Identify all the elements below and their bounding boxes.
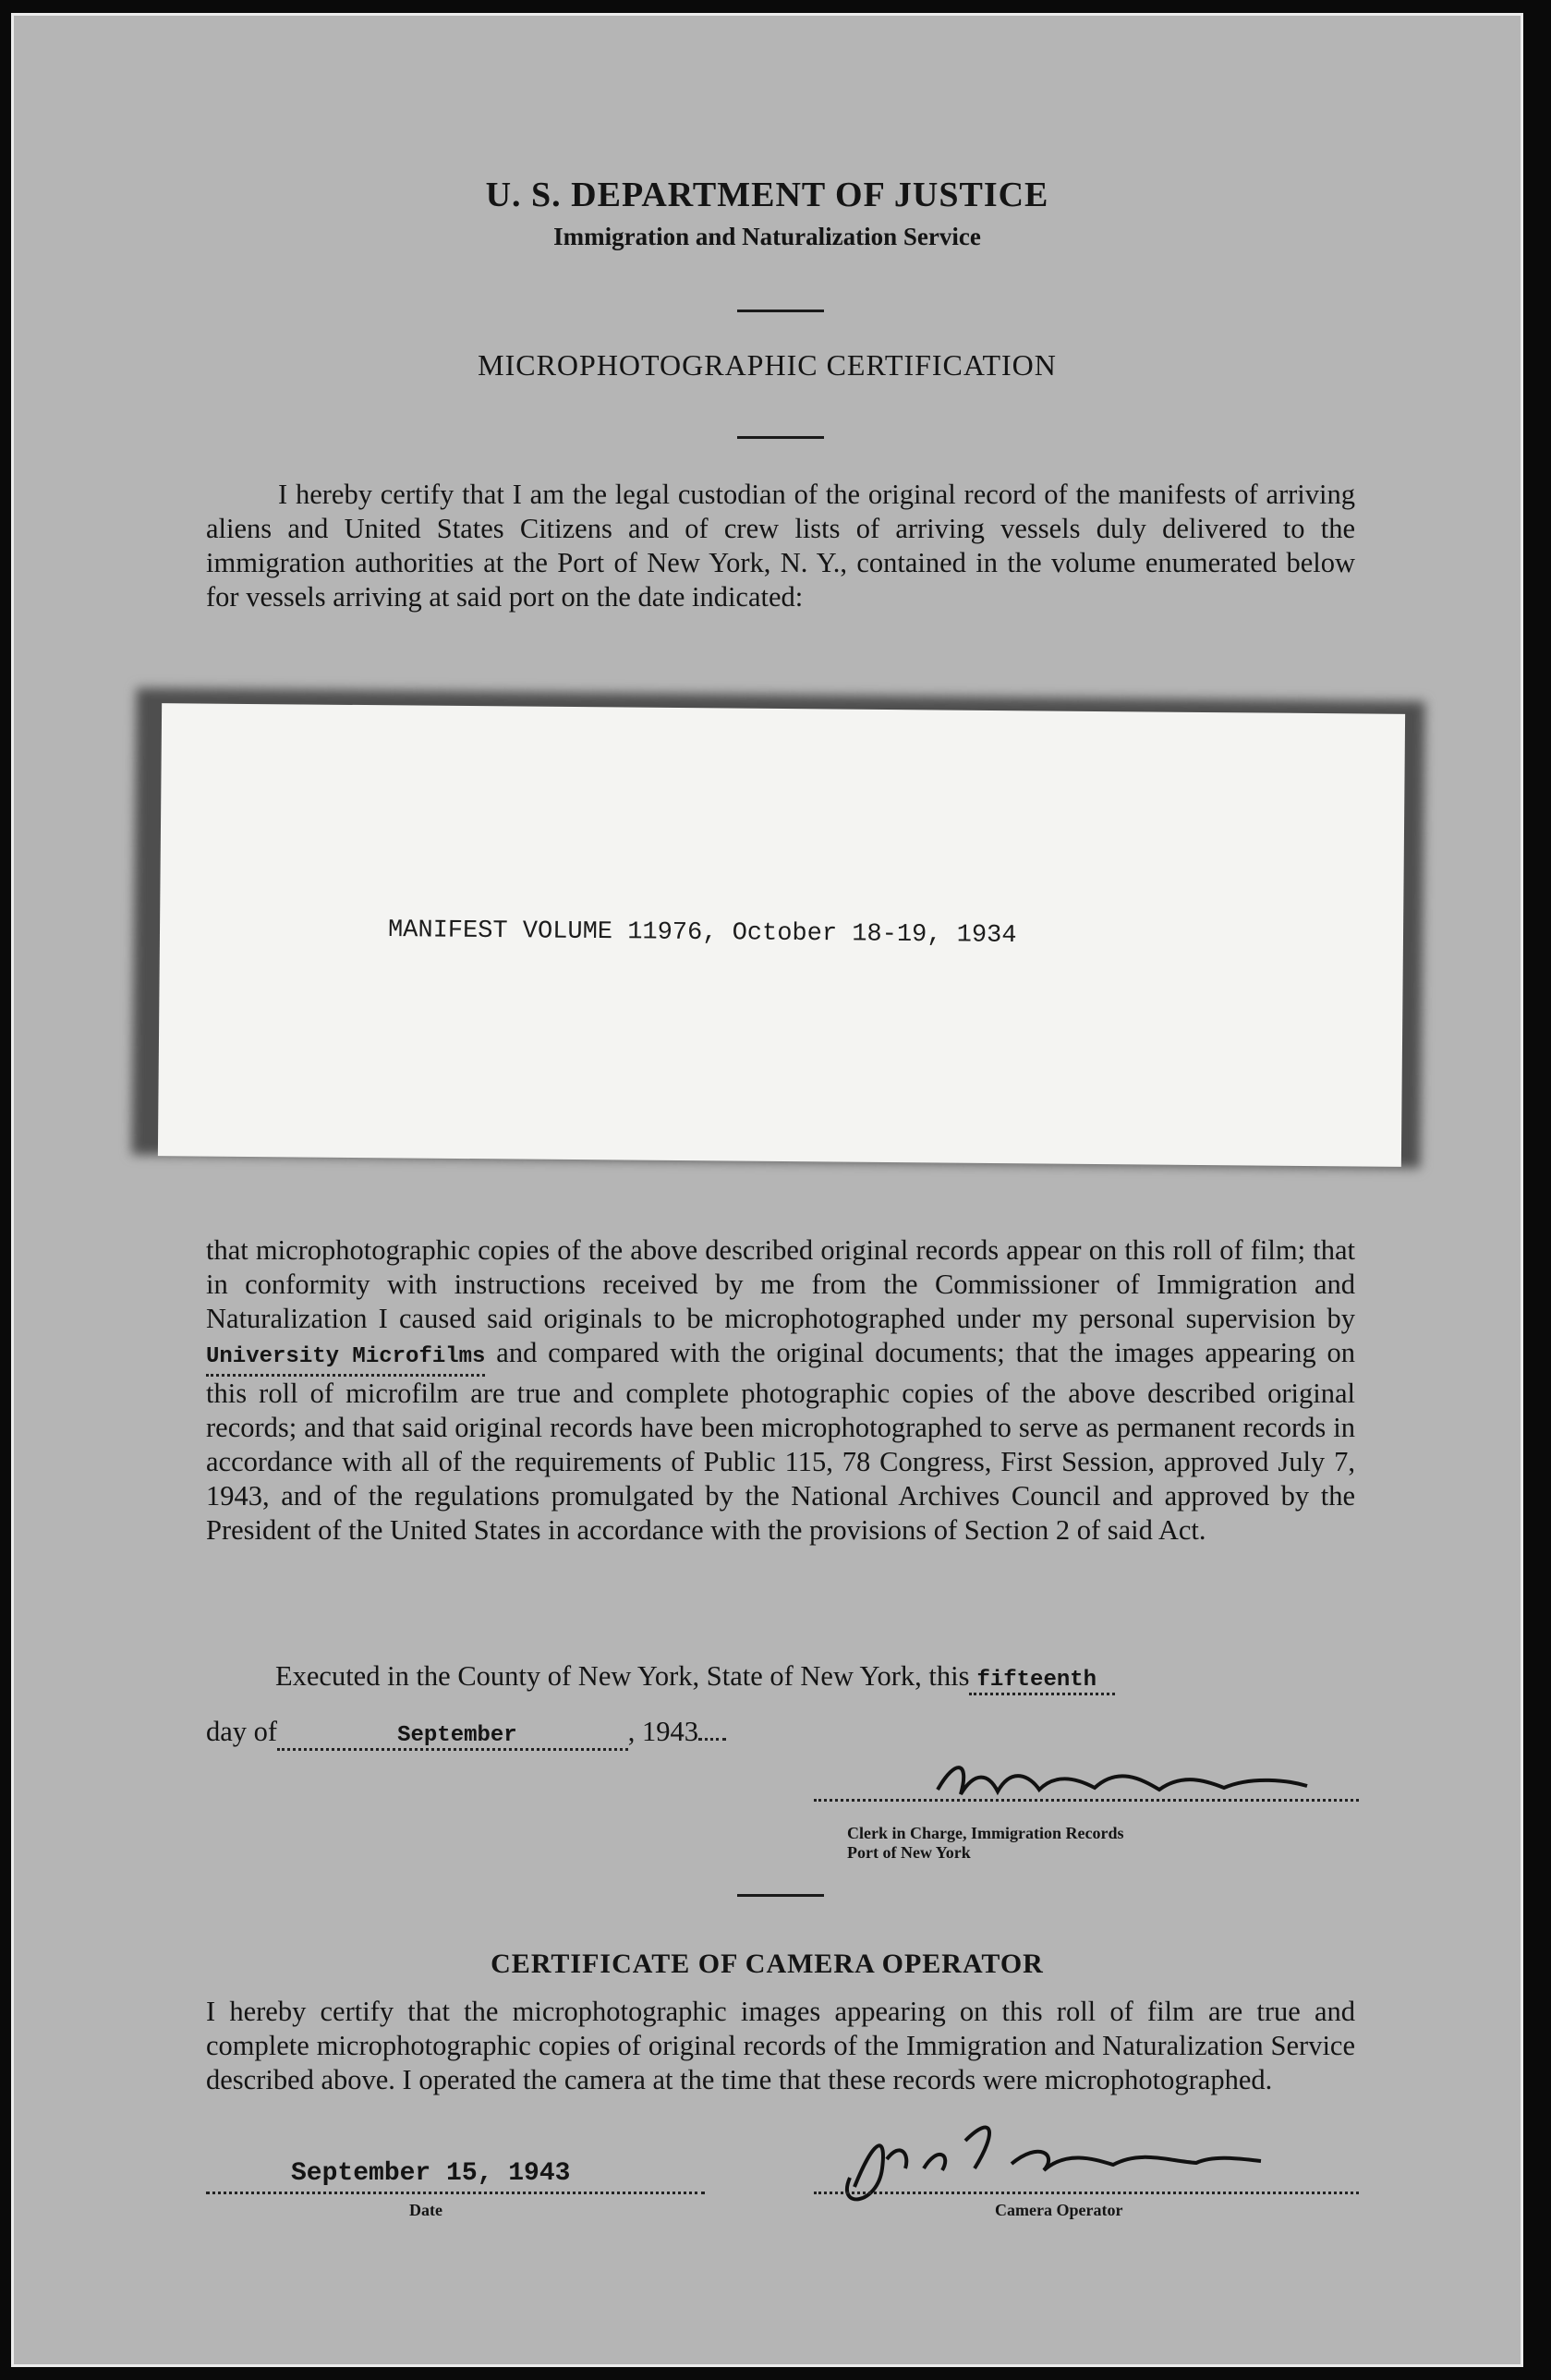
executed-line: [275, 1660, 1115, 1695]
department-heading: U. S. DEPARTMENT OF JUSTICE: [485, 176, 1049, 214]
executed-text: Executed in the County of New York, State of New York, this: [275, 1660, 970, 1692]
camera-operator-signature: [799, 2104, 1279, 2215]
clerk-signature-line: [814, 1799, 1359, 1802]
clerk-title-line1: Clerk in Charge, Immigration Records: [847, 1824, 1124, 1842]
camera-heading: CERTIFICATE OF CAMERA OPERATOR: [491, 1949, 1044, 1979]
date-line: [206, 1716, 726, 1751]
clerk-title: [847, 1824, 1123, 1863]
divider: [737, 1894, 824, 1897]
operator-label: Camera Operator: [995, 2201, 1123, 2219]
operator-signature-line: [814, 2192, 1359, 2194]
service-subheading: Immigration and Naturalization Service: [553, 223, 981, 250]
divider: [737, 436, 824, 439]
day-of-text: day of: [206, 1716, 278, 1747]
certification-body: [206, 1233, 1355, 1548]
intro-paragraph: I hereby certify that I am the legal custodian of the original record of the manifests of arriving aliens and United States Citizens and of crew lists of arriving vessels duly delivered to the immigration authorities at the Port of New York, N. Y., contained in the volume enumerated below for vessels arriving at said port on the date indicated:: [206, 479, 1355, 613]
camera-paragraph: I hereby certify that the microphotographic images appearing on this roll of film are true and complete microphotographic copies of original records of the Immigration and Naturalization Service described above. I operated the camera at the time that these records were microphotographed.: [206, 1996, 1355, 2095]
year-text: , 1943: [627, 1716, 698, 1747]
month-field: [277, 1716, 628, 1751]
filmed-by-value: University Microfilms: [206, 1344, 486, 1369]
camera-date-value: September 15, 1943: [291, 2159, 571, 2188]
month-value: September: [397, 1723, 517, 1748]
body-text-before-name: that microphotographic copies of the above described original records appear on this roll of film; that in conformity with instructions received by me from the Commissioner of Immigration and Naturalization I caused said originals to be microphotographed under my personal supervision by: [206, 1234, 1355, 1334]
form-title: MICROPHOTOGRAPHIC CERTIFICATION: [478, 348, 1057, 382]
day-field: [969, 1660, 1115, 1695]
divider: [737, 310, 824, 312]
day-value: fifteenth: [976, 1668, 1097, 1693]
date-line-rule: [206, 2192, 705, 2194]
filmed-by-field: [206, 1336, 485, 1377]
certificate-page: [11, 13, 1523, 2367]
body-text-after-name: and compared with the original documents; that the images appearing on this roll of microfilm are true and complete photographic copies of the above described original records; and that said original records have been microphotographed to serve as permanent records in accordance with all of the requirements of Public 115, 78 Congress, First Session, approved July 7, 1943, and of the regulations promulgated by the National Archives Council and approved by the President of the United States in accordance with the provisions of Section 2 of said Act.: [206, 1337, 1355, 1546]
clerk-title-line2: Port of New York: [847, 1843, 971, 1862]
date-label: Date: [409, 2201, 442, 2219]
volume-label-text: MANIFEST VOLUME 11976, October 18-19, 1934: [387, 917, 1017, 950]
